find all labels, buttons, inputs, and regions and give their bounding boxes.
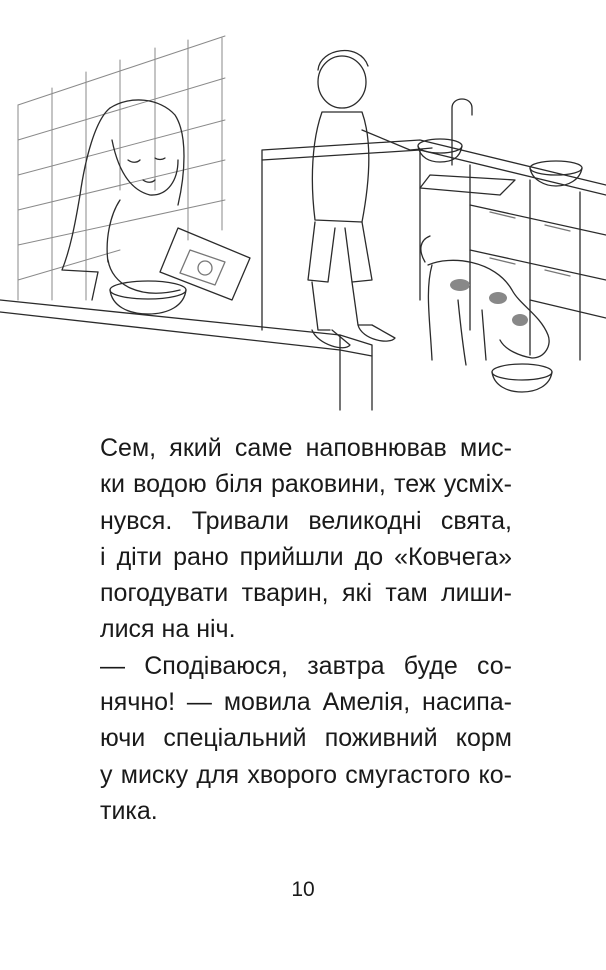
text-line: у миску для хворого смугастого ко-	[100, 760, 512, 789]
text-line: нячно! — мовила Амелія, насипа-	[100, 688, 512, 717]
text-line: ки водою біля раковини, теж усміх-	[100, 470, 512, 499]
text-line: ючи спеціальний поживний корм	[100, 724, 512, 753]
boy-figure	[308, 51, 462, 348]
page-number: 10	[291, 878, 315, 901]
paragraph-2	[100, 648, 512, 829]
text-line: лися на ніч.	[100, 615, 236, 644]
sink	[420, 99, 515, 195]
window-grid	[18, 36, 225, 300]
text-line: — Сподіваюся, завтра буде со-	[100, 651, 512, 680]
text-line: нувся. Тривали великодні свята,	[100, 506, 512, 535]
text-line: тика.	[100, 796, 158, 825]
text-line: і діти рано прийшли до «Ковчега»	[100, 542, 512, 571]
kitchen-illustration	[0, 0, 606, 415]
dog-bowl	[492, 364, 552, 392]
story-text	[100, 430, 512, 829]
paragraph-1	[100, 430, 512, 648]
text-line: погодувати тварин, які там лиши-	[100, 579, 512, 608]
counter	[262, 140, 606, 360]
text-line: Сем, який саме наповнював мис-	[100, 434, 512, 462]
bowl-left	[110, 281, 186, 314]
